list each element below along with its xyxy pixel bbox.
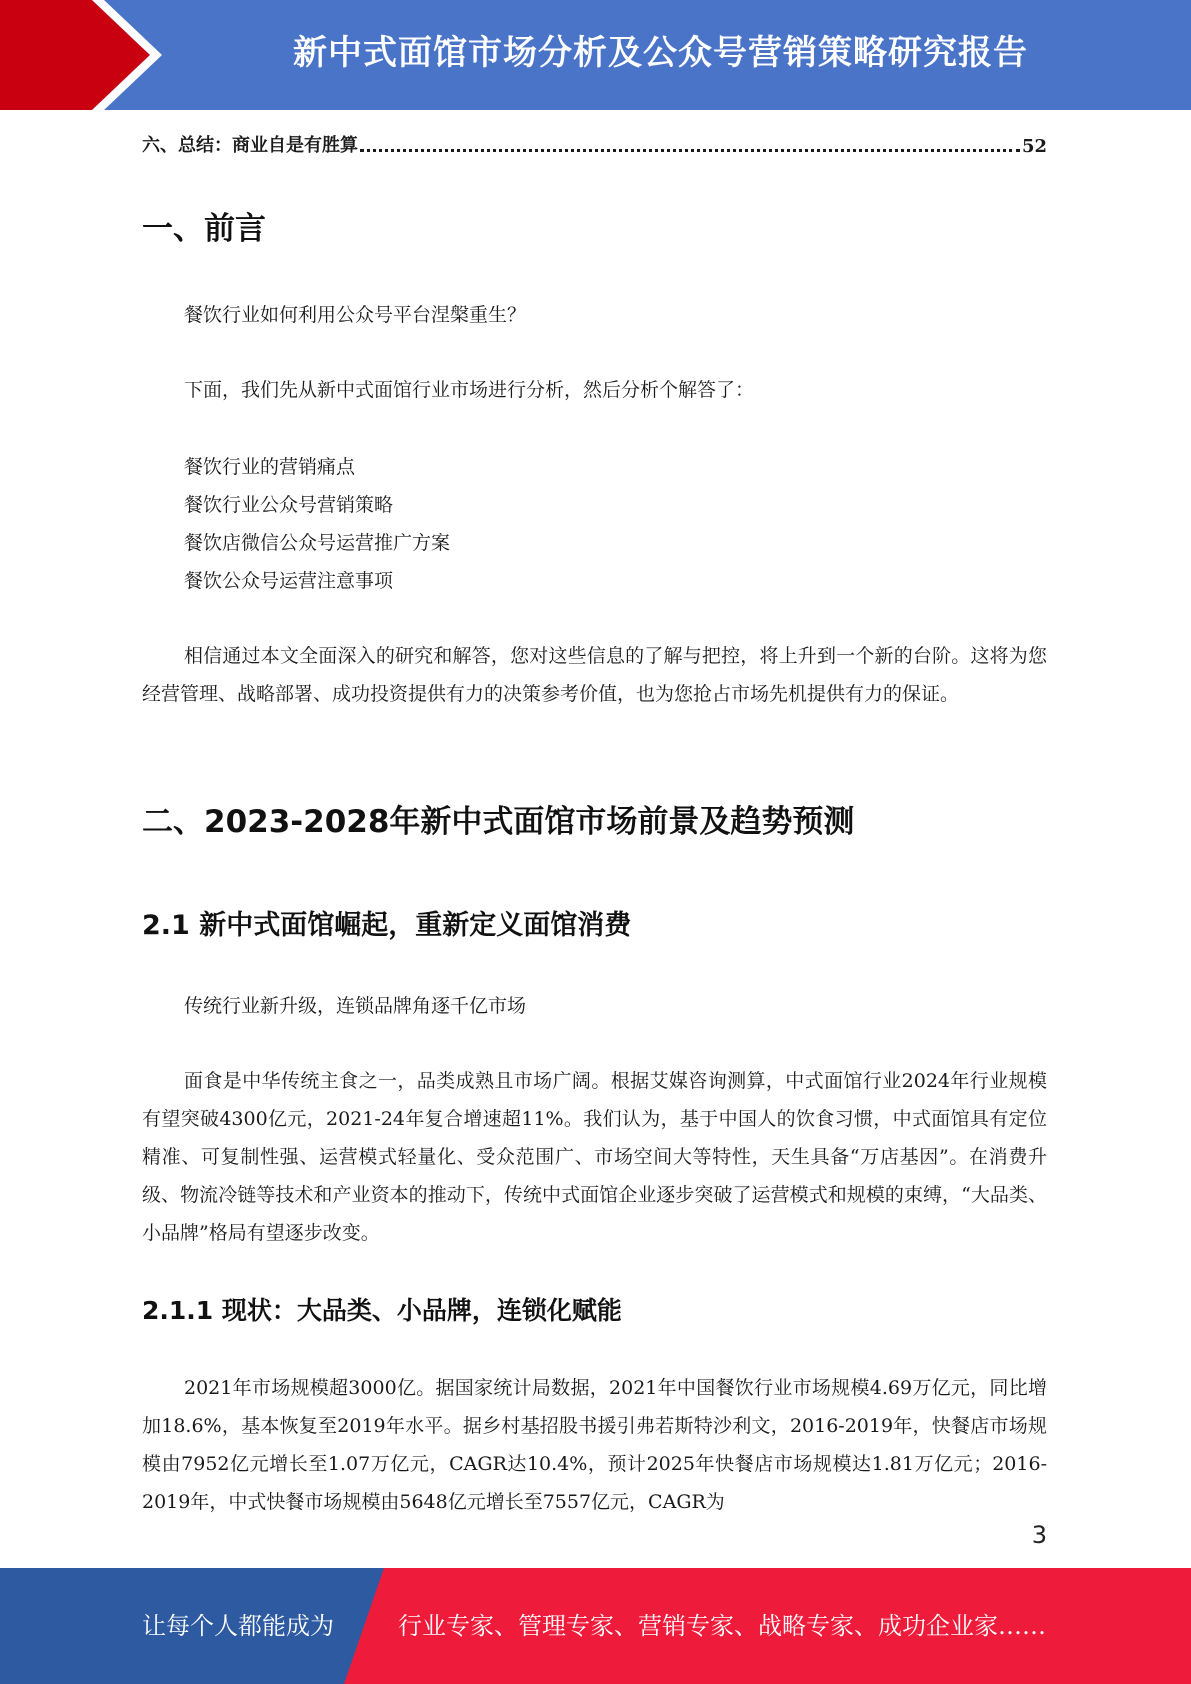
section-1-paragraph-2: 下面，我们先从新中式面馆行业市场进行分析，然后分析个解答了： <box>184 379 755 401</box>
section-1-heading: 一、前言 <box>142 211 266 247</box>
list-item: 餐饮行业的营销痛点 <box>184 456 356 478</box>
subsection-2-1-paragraph-1: 传统行业新升级，连锁品牌角逐千亿市场 <box>184 995 527 1017</box>
header-banner <box>0 0 1191 110</box>
toc-entry[interactable] <box>142 131 1047 157</box>
header-title: 新中式面馆市场分析及公众号营销策略研究报告 <box>293 33 1028 73</box>
page-number: 3 <box>1031 1521 1047 1549</box>
toc-entry-label: 六、总结：商业自是有胜算 <box>142 135 358 156</box>
list-item: 餐饮行业公众号营销策略 <box>184 494 394 516</box>
subsection-2-1-paragraph-2: 面食是中华传统主食之一，品类成熟且市场广阔。根据艾媒咨询测算，中式面馆行业2024年行业规模有望突破4300亿元，2021-24年复合增速超11%。我们认为，基于中国人的饮食习惯，中式面馆具有定位精准、可复制性强、运营模式轻量化、受众范围广、市场空间大等特性，天生具备“万店基因”。在消费升级、物流冷链等技术和产业资本的推动下，传统中式面馆企业逐步突破了运营模式和规模的束缚，“大品类、小品牌”格局有望逐步改变。 <box>142 1070 1047 1244</box>
subsection-2-1-1-heading: 2.1.1 现状：大品类、小品牌，连锁化赋能 <box>142 1296 622 1325</box>
section-2-heading: 二、2023-2028年新中式面馆市场前景及趋势预测 <box>142 804 855 840</box>
footer-slogan-left: 让每个人都能成为 <box>142 1612 334 1640</box>
footer-banner <box>0 1568 1191 1684</box>
footer-slogan-right: 行业专家、管理专家、营销专家、战略专家、成功企业家…… <box>398 1612 1046 1640</box>
section-1-paragraph-3: 相信通过本文全面深入的研究和解答，您对这些信息的了解与把控，将上升到一个新的台阶。这将为您经营管理、战略部署、成功投资提供有力的决策参考价值，也为您抢占市场先机提供有力的保证。 <box>142 645 1047 705</box>
toc-entry-page: 52 <box>1021 136 1047 157</box>
subsection-2-1-heading: 2.1 新中式面馆崛起，重新定义面馆消费 <box>142 910 632 941</box>
list-item: 餐饮店微信公众号运营推广方案 <box>184 532 451 554</box>
list-item: 餐饮公众号运营注意事项 <box>184 570 394 592</box>
section-1-paragraph-1: 餐饮行业如何利用公众号平台涅槃重生？ <box>184 304 527 326</box>
toc-leader-dots <box>360 149 1020 152</box>
subsection-2-1-1-paragraph-1: 2021年市场规模超3000亿。据国家统计局数据，2021年中国餐饮行业市场规模4.69万亿元，同比增加18.6%，基本恢复至2019年水平。据乡村基招股书援引弗若斯特沙利文，2016-2019年，快餐店市场规模由7952亿元增长至1.07万亿元，CAGR达10.4%，预计2025年快餐店市场规模达1.81万亿元；2016-2019年，中式快餐市场规模由5648亿元增长至7557亿元，CAGR为 <box>142 1377 1047 1513</box>
